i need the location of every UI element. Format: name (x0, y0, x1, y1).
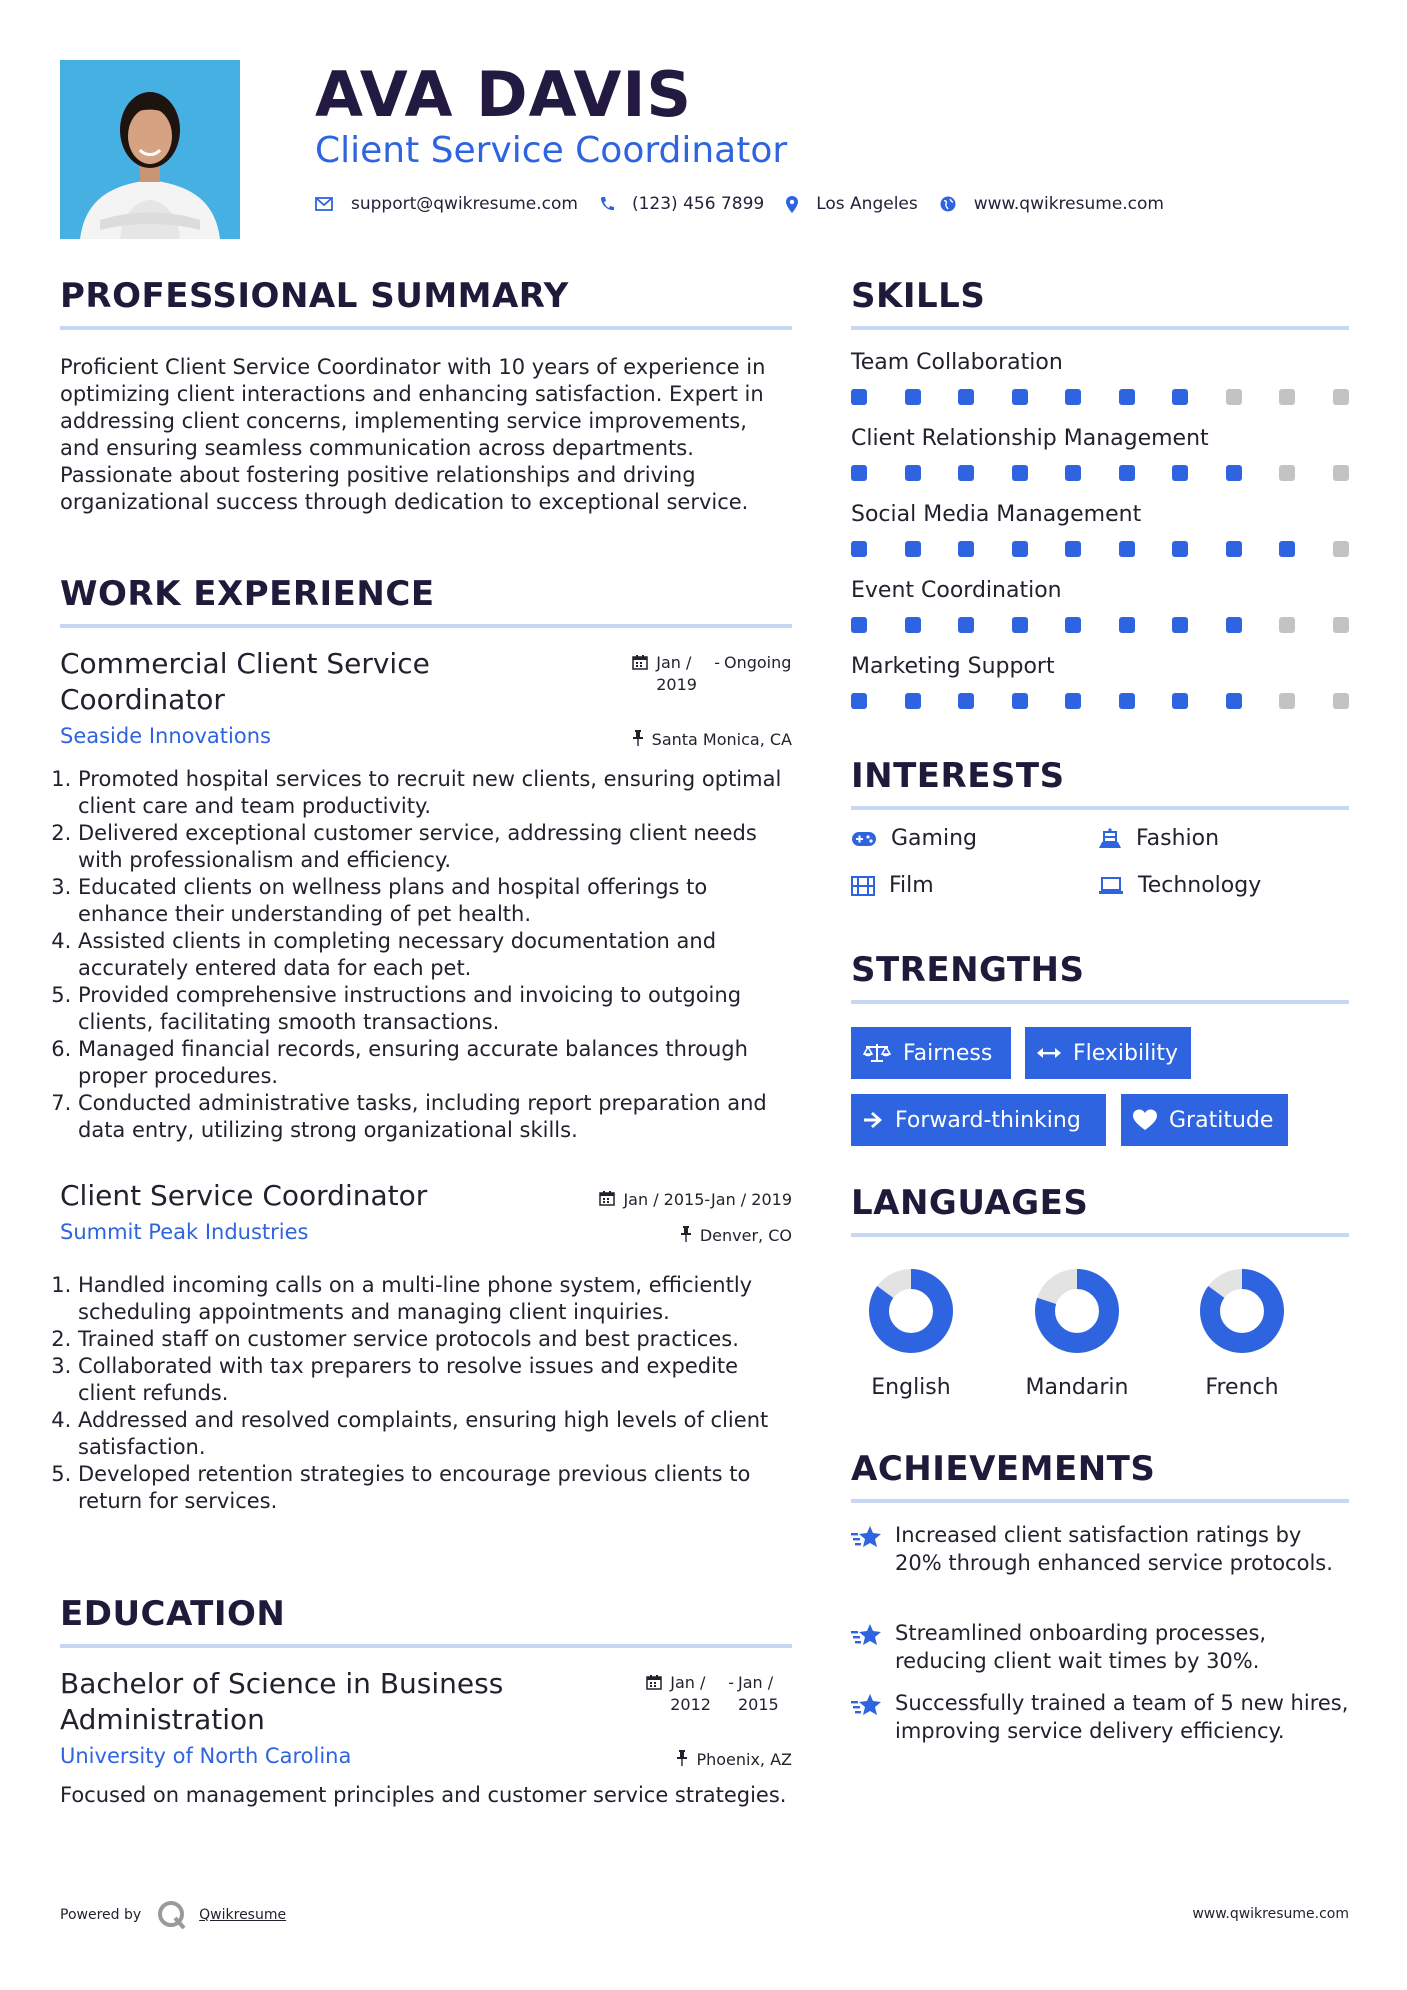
skill-dot-filled (1172, 389, 1188, 405)
skill-dot-filled (1119, 541, 1135, 557)
job-location (632, 728, 792, 750)
qwikresume-logo-icon (157, 1900, 187, 1930)
location-pin-icon (786, 196, 798, 213)
strength-label: Flexibility (1073, 1040, 1178, 1066)
company-name[interactable]: Summit Peak Industries (60, 1220, 309, 1244)
list-item: 5. Developed retention strategies to encourage previous clients to return for services. (78, 1461, 792, 1515)
profile-photo (60, 60, 240, 239)
skill-row (851, 578, 1349, 654)
interest-label: Gaming (891, 826, 977, 851)
job-header (60, 646, 792, 749)
job-bullets (60, 766, 792, 1144)
list-item: 2. Trained staff on customer service protocols and best practices. (78, 1326, 792, 1353)
language-label: Mandarin (1025, 1375, 1129, 1400)
skill-dot-filled (1172, 465, 1188, 481)
pin-icon (680, 1226, 692, 1246)
section-title: SKILLS (851, 276, 986, 316)
skill-dot-filled (851, 465, 867, 481)
section-divider (851, 1499, 1349, 1503)
languages-section (851, 1183, 1349, 1413)
skill-row (851, 350, 1349, 426)
hat-icon (1098, 828, 1122, 850)
skill-dot-filled (1172, 617, 1188, 633)
pin-icon (632, 730, 644, 750)
phone-number[interactable]: (123) 456 7899 (631, 194, 765, 214)
section-title: LANGUAGES (851, 1183, 1089, 1223)
strength-label: Forward-thinking (895, 1107, 1081, 1133)
skill-rating (851, 541, 1349, 557)
achievement-text: Increased client satisfaction ratings by 20% through enhanced service protocols. (895, 1523, 1333, 1575)
skill-dot-filled (851, 541, 867, 557)
language-item (1182, 1267, 1302, 1400)
language-proficiency-ring (851, 1267, 971, 1357)
job-dates: Jan / 2019 - Ongoing (632, 652, 792, 696)
section-title: INTERESTS (851, 756, 1065, 796)
list-item: 6. Managed financial records, ensuring accurate balances through proper procedures. (78, 1036, 792, 1090)
skill-name: Event Coordination (851, 578, 1062, 603)
globe-icon (940, 196, 956, 212)
job-location (680, 1224, 792, 1246)
skill-dot-filled (905, 389, 921, 405)
list-item: 4. Assisted clients in completing necessary documentation and accurately entered data for each pet. (78, 928, 792, 982)
strengths-section (851, 950, 1349, 1150)
footer-branding (60, 1900, 286, 1930)
section-divider (851, 1233, 1349, 1237)
skill-name: Client Relationship Management (851, 426, 1209, 451)
pin-icon (676, 1750, 688, 1770)
section-title: EDUCATION (60, 1594, 286, 1634)
achievement-item (851, 1689, 1349, 1745)
powered-by-label: Powered by (60, 1907, 142, 1923)
job-location-text: Santa Monica, CA (651, 729, 792, 749)
education-location-text: Phoenix, AZ (696, 1749, 792, 1769)
skill-row (851, 654, 1349, 730)
section-divider (851, 806, 1349, 810)
language-item (1017, 1267, 1137, 1400)
skill-dot-empty (1279, 389, 1295, 405)
list-item: 4. Addressed and resolved complaints, ensuring high levels of client satisfaction. (78, 1407, 792, 1461)
skills-list (851, 350, 1349, 730)
gamepad-icon (851, 831, 877, 847)
skill-row (851, 426, 1349, 502)
strength-tag (851, 1094, 1106, 1146)
skill-dot-filled (1226, 693, 1242, 709)
skill-dot-filled (1012, 389, 1028, 405)
achievement-text: Streamlined onboarding processes, reducing client wait times by 30%. (895, 1621, 1267, 1673)
skill-dot-empty (1333, 693, 1349, 709)
skill-dot-filled (1012, 617, 1028, 633)
achievements-section (851, 1449, 1349, 1769)
job-dates-text: Jan / 2015-Jan / 2019 (623, 1189, 792, 1209)
section-divider (60, 1644, 792, 1648)
skill-dot-filled (905, 693, 921, 709)
skill-dot-filled (1226, 617, 1242, 633)
section-divider (60, 326, 792, 330)
candidate-name: AVA DAVIS (315, 58, 693, 131)
skill-dot-filled (1065, 389, 1081, 405)
job-dates (599, 1188, 792, 1210)
summary-text: Proficient Client Service Coordinator with 10 years of experience in optimizing client interactions and enhancing satisfaction. Expert in addressing client concerns, implementing service improvements, and ensuring seamless communication across departments. Passionate about fostering positive relationships and driving organizational success through dedication to exceptional service. (60, 355, 766, 514)
skill-rating (851, 617, 1349, 633)
skill-dot-empty (1333, 541, 1349, 557)
skill-dot-filled (1119, 389, 1135, 405)
skill-dot-filled (1172, 693, 1188, 709)
skill-dot-empty (1226, 389, 1242, 405)
skill-dot-empty (1279, 617, 1295, 633)
school-name[interactable]: University of North Carolina (60, 1744, 352, 1768)
contact-bar (315, 194, 1186, 214)
skill-dot-filled (1012, 541, 1028, 557)
interest-item (851, 873, 934, 898)
interests-section (851, 756, 1349, 916)
language-label: French (1205, 1375, 1279, 1400)
interest-item (851, 826, 977, 851)
job-location-text: Denver, CO (699, 1225, 792, 1245)
section-title: PROFESSIONAL SUMMARY (60, 276, 569, 316)
email-link[interactable]: support@qwikresume.com (351, 194, 578, 214)
achievement-item (851, 1521, 1349, 1577)
skill-dot-filled (1065, 465, 1081, 481)
section-title: ACHIEVEMENTS (851, 1449, 1156, 1489)
calendar-icon (632, 654, 648, 674)
skill-dot-filled (1279, 541, 1295, 557)
skill-dot-filled (958, 693, 974, 709)
skill-dot-filled (1065, 541, 1081, 557)
strength-label: Fairness (903, 1040, 993, 1066)
skill-dot-filled (1119, 465, 1135, 481)
skill-name: Social Media Management (851, 502, 1142, 527)
arrow-right-icon (863, 1111, 883, 1129)
skill-dot-filled (1226, 465, 1242, 481)
language-proficiency-ring (1182, 1267, 1302, 1357)
skill-dot-empty (1333, 389, 1349, 405)
strength-tag (1025, 1027, 1191, 1079)
heart-icon (1133, 1109, 1157, 1131)
experience-section (60, 574, 792, 1515)
list-item: 2. Delivered exceptional customer service, addressing client needs with professionalism and efficiency. (78, 820, 792, 874)
education-end-date: Jan / 2015 (738, 1673, 779, 1714)
calendar-icon (599, 1190, 615, 1210)
interest-label: Film (889, 873, 934, 898)
star-icon (851, 1521, 895, 1577)
skill-row (851, 502, 1349, 578)
list-item: 1. Handled incoming calls on a multi-line phone system, efficiently scheduling appointments and managing client inquiries. (78, 1272, 792, 1326)
star-icon (851, 1619, 895, 1675)
job-title: Commercial Client Service Coordinator (60, 647, 430, 716)
strength-tag (851, 1027, 1011, 1079)
laptop-icon (1098, 877, 1124, 895)
summary-section (60, 276, 792, 516)
skill-dot-filled (1012, 693, 1028, 709)
interest-label: Technology (1138, 873, 1262, 898)
skill-dot-filled (958, 465, 974, 481)
list-item: 7. Conducted administrative tasks, including report preparation and data entry, utilizing strong organizational skills. (78, 1090, 792, 1144)
brand-link[interactable]: Qwikresume (199, 1907, 287, 1923)
education-description: Focused on management principles and customer service strategies. (60, 1783, 787, 1807)
interest-item (1098, 826, 1219, 851)
section-divider (60, 624, 792, 628)
phone-icon (600, 196, 614, 212)
company-name[interactable]: Seaside Innovations (60, 724, 271, 748)
skill-dot-filled (1065, 617, 1081, 633)
skill-rating (851, 389, 1349, 405)
footer-url[interactable]: www.qwikresume.com (1192, 1906, 1349, 1922)
skills-section (851, 276, 1349, 730)
calendar-icon (646, 1674, 662, 1694)
skill-dot-filled (958, 617, 974, 633)
skill-dot-filled (851, 617, 867, 633)
skill-dot-filled (1119, 617, 1135, 633)
skill-dot-filled (905, 617, 921, 633)
interest-item (1098, 873, 1261, 898)
skill-dot-filled (1119, 693, 1135, 709)
skill-dot-filled (1065, 693, 1081, 709)
language-label: English (871, 1375, 951, 1400)
education-section (60, 1594, 792, 1809)
skill-dot-empty (1279, 693, 1295, 709)
skill-dot-filled (1226, 541, 1242, 557)
film-icon (851, 876, 875, 896)
skill-dot-filled (851, 389, 867, 405)
education-dates: Jan / 2012 - Jan / 2015 (646, 1672, 792, 1716)
education-start-date: Jan / 2012 (670, 1673, 711, 1714)
skill-dot-empty (1333, 617, 1349, 633)
achievement-item (851, 1619, 1349, 1675)
location-text: Los Angeles (816, 194, 918, 214)
section-divider (851, 326, 1349, 330)
skill-dot-empty (1279, 465, 1295, 481)
skill-dot-filled (958, 541, 974, 557)
interest-label: Fashion (1136, 826, 1220, 851)
education-location (676, 1748, 792, 1770)
list-item: 3. Educated clients on wellness plans and hospital offerings to enhance their understanding of pet health. (78, 874, 792, 928)
strength-tag (1121, 1094, 1288, 1146)
skill-name: Team Collaboration (851, 350, 1063, 375)
email-icon (315, 197, 333, 211)
skill-dot-filled (905, 465, 921, 481)
section-title: STRENGTHS (851, 950, 1085, 990)
job-title: Client Service Coordinator (60, 1179, 428, 1212)
skill-name: Marketing Support (851, 654, 1055, 679)
skill-dot-empty (1333, 465, 1349, 481)
skill-dot-filled (851, 693, 867, 709)
skill-dot-filled (905, 541, 921, 557)
job-end-date: Ongoing (724, 653, 792, 672)
achievement-text: Successfully trained a team of 5 new hires, improving service delivery efficiency. (895, 1691, 1349, 1743)
arrows-horizontal-icon (1037, 1046, 1061, 1060)
list-item: 3. Collaborated with tax preparers to resolve issues and expedite client refunds. (78, 1353, 792, 1407)
list-item: 1. Promoted hospital services to recruit new clients, ensuring optimal client care and team productivity. (78, 766, 792, 820)
language-item (851, 1267, 971, 1400)
star-icon (851, 1689, 895, 1745)
candidate-role: Client Service Coordinator (315, 130, 788, 171)
skill-rating (851, 465, 1349, 481)
skill-dot-filled (958, 389, 974, 405)
education-header (60, 1666, 792, 1769)
section-title: WORK EXPERIENCE (60, 574, 435, 614)
strength-label: Gratitude (1169, 1107, 1274, 1133)
website-link[interactable]: www.qwikresume.com (973, 194, 1164, 214)
job-header (60, 1178, 792, 1245)
language-proficiency-ring (1017, 1267, 1137, 1357)
skill-dot-filled (1172, 541, 1188, 557)
job-bullets (60, 1272, 792, 1515)
degree-title: Bachelor of Science in Business Administration (60, 1667, 504, 1736)
skill-dot-filled (1012, 465, 1028, 481)
skill-rating (851, 693, 1349, 709)
job-start-date: Jan / 2019 (656, 653, 697, 694)
list-item: 5. Provided comprehensive instructions and invoicing to outgoing clients, facilitating smooth transactions. (78, 982, 792, 1036)
scale-icon (863, 1042, 891, 1064)
section-divider (851, 1000, 1349, 1004)
